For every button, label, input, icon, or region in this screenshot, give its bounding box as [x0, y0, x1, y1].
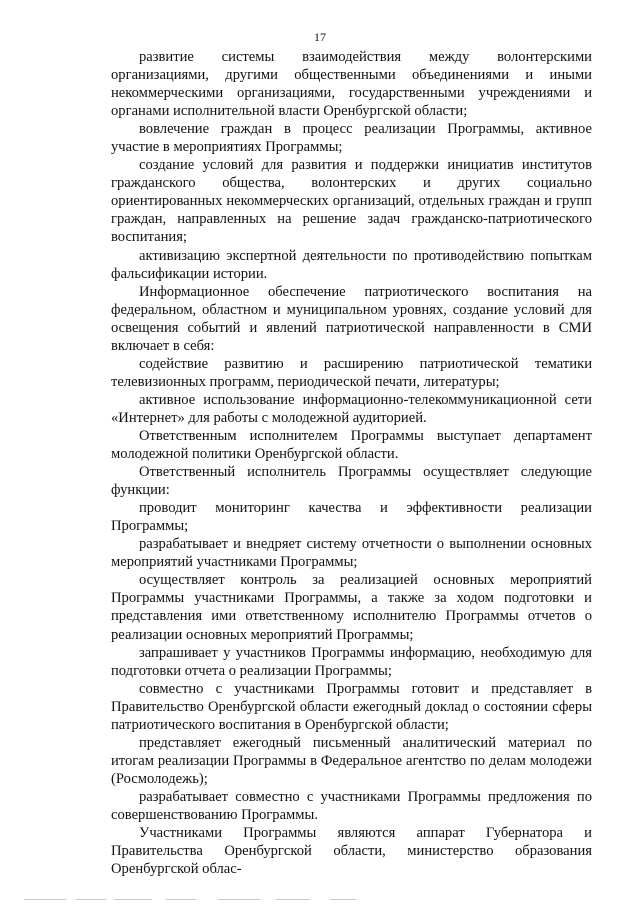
scan-mark [166, 899, 196, 900]
paragraph: разрабатывает и внедряет систему отчетности о выполнении основных мероприятий участниками Программы; [111, 536, 592, 571]
paragraph: осуществляет контроль за реализацией основных мероприятий Программы участниками Программы, а также за ходом подготовки и представления ими ответственному исполнителю Программы отчетов о реализации основных мероприятий Программы; [111, 572, 592, 643]
paragraph: активизацию экспертной деятельности по противодействию попыткам фальсификации истории. [111, 247, 592, 282]
paragraph: запрашивает у участников Программы информацию, необходимую для подготовки отчета о реализации Программы; [111, 644, 592, 679]
paragraph: Ответственным исполнителем Программы выступает департамент молодежной политики Оренбургской области. [111, 427, 592, 463]
paragraph: проводит мониторинг качества и эффективности реализации Программы; [111, 500, 592, 535]
paragraph: Участниками Программы являются аппарат Губернатора и Правительства Оренбургской области, министерство образования Оренбургской облас- [111, 825, 592, 878]
scan-mark [114, 899, 152, 900]
paragraph: вовлечение граждан в процесс реализации Программы, активное участие в мероприятиях Программы; [111, 121, 592, 156]
scan-edge-marks [0, 898, 640, 902]
paragraph: совместно с участниками Программы готовит и представляет в Правительство Оренбургской области ежегодный доклад о состоянии сферы патриотического воспитания в Оренбургской области; [111, 680, 592, 733]
paragraph: разрабатывает совместно с участниками Программы предложения по совершенствованию Программы. [111, 788, 592, 823]
paragraph: Информационное обеспечение патриотического воспитания на федеральном, областном и муниципальном уровнях, создание условий для освещения событий и явлений патриотической направленности в СМИ включает в себя: [111, 283, 592, 354]
scan-mark [218, 899, 260, 900]
paragraph: развитие системы взаимодействия между волонтерскими организациями, другими общественными объединениями и иными некоммерческими организациями, государственными учреждениями и органами исполнительной власти Оренбургской области; [111, 49, 592, 120]
scan-mark [330, 899, 356, 900]
scan-mark [24, 899, 66, 900]
paragraph: Ответственный исполнитель Программы осуществляет следующие функции: [111, 464, 592, 499]
paragraph: содействие развитию и расширению патриотической тематики телевизионных программ, периодической печати, литературы; [111, 355, 592, 390]
page-number: 17 [314, 30, 326, 44]
scan-mark [276, 899, 310, 900]
scan-mark [76, 899, 106, 900]
paragraph: создание условий для развития и поддержки инициатив институтов гражданского общества, волонтерских и других социально ориентированных некоммерческих организаций, отдельных граждан и групп граждан, направленных на решение задач гражданско-патриотического воспитания; [111, 157, 592, 246]
document-body [111, 48, 592, 878]
paragraph: активное использование информационно-телекоммуникационной сети «Интернет» для работы с молодежной аудиторией. [111, 391, 592, 426]
paragraph: представляет ежегодный письменный аналитический материал по итогам реализации Программы в Федеральное агентство по делам молодежи (Росмолодежь); [111, 734, 592, 787]
